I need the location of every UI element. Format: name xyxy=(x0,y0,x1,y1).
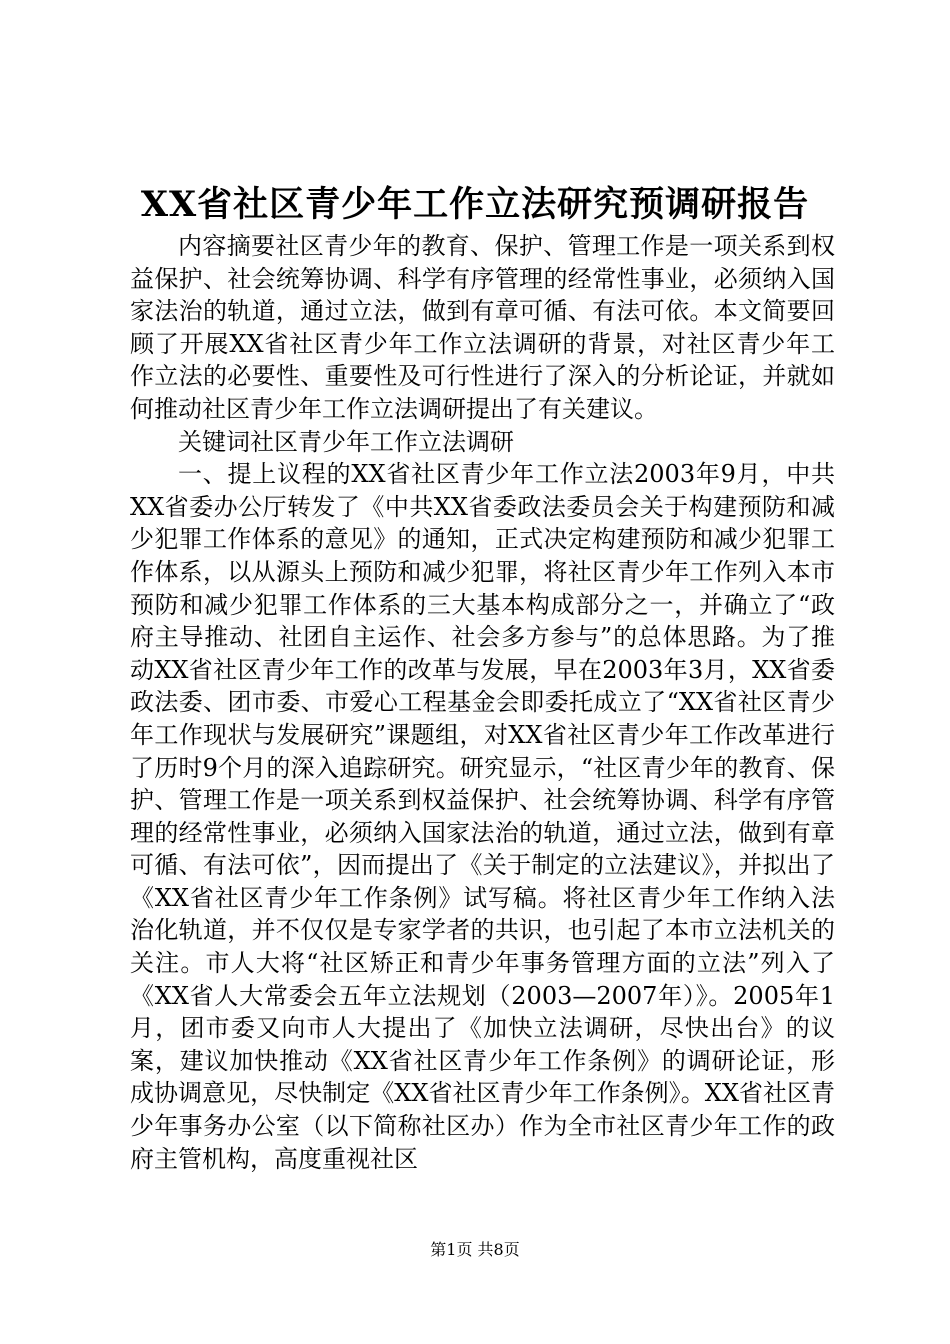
document-title: XX省社区青少年工作立法研究预调研报告 xyxy=(140,184,810,225)
page-footer: 第1页 共8页 xyxy=(430,1240,520,1259)
paragraph-keywords: 关键词社区青少年工作立法调研 xyxy=(178,427,514,456)
document-body xyxy=(130,230,835,1175)
paragraph-section-1: 一、提上议程的XX省社区青少年工作立法2003年9月，中共XX省委办公厅转发了《中共XX省委政法委员会关于构建预防和减少犯罪工作体系的意见》的通知，正式决定构建预防和减少犯罪工作体系，以从源头上预防和减少犯罪，将社区青少年工作列入本市预防和减少犯罪工作体系的三大基本构成部分之一，并确立了“政府主导推动、社团自主运作、社会多方参与”的总体思路。为了推动XX省社区青少年工作的改革与发展，早在2003年3月，XX省委政法委、团市委、市爱心工程基金会即委托成立了“XX省社区青少年工作现状与发展研究”课题组，对XX省社区青少年工作改革进行了历时9个月的深入追踪研究。研究显示，“社区青少年的教育、保护、管理工作是一项关系到权益保护、社会统筹协调、科学有序管理的经常性事业，必须纳入国家法治的轨道，通过立法，做到有章可循、有法可依”，因而提出了《关于制定的立法建议》，并拟出了《XX省社区青少年工作条例》试写稿。将社区青少年工作纳入法治化轨道，并不仅仅是专家学者的共识，也引起了本市立法机关的关注。市人大将“社区矫正和青少年事务管理方面的立法”列入了《XX省人大常委会五年立法规划（2003—2007年）》。2005年1月，团市委又向市人大提出了《加快立法调研，尽快出台》的议案，建议加快推动《XX省社区青少年工作条例》的调研论证，形成协调意见，尽快制定《XX省社区青少年工作条例》。XX省社区青少年事务办公室（以下简称社区办）作为全市社区青少年工作的政府主管机构，高度重视社区 xyxy=(130,460,835,1173)
paragraph-abstract: 内容摘要社区青少年的教育、保护、管理工作是一项关系到权益保护、社会统筹协调、科学有序管理的经常性事业，必须纳入国家法治的轨道，通过立法，做到有章可循、有法可依。本文简要回顾了开展XX省社区青少年工作立法调研的背景，对社区青少年工作立法的必要性、重要性及可行性进行了深入的分析论证，并就如何推动社区青少年工作立法调研提出了有关建议。 xyxy=(130,232,835,423)
